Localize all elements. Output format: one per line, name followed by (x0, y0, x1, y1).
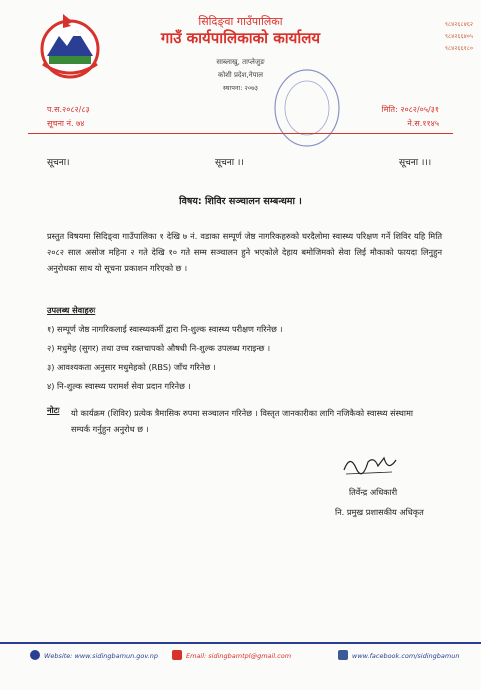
nepal-sambat: ने.स.११४५ (407, 119, 439, 128)
notice-number: सूचना नं. ७४ (47, 119, 85, 128)
municipality-name: सिदिङ्वा गाउँपालिका (198, 15, 283, 28)
notice-label-2: सूचना ।। (215, 158, 244, 168)
office-province: कोशी प्रदेश,नेपाल (217, 71, 264, 79)
signatory-name: तिर्वेन्द्र अधिकारी (349, 487, 398, 497)
notice-label-3: सूचना ।।। (399, 158, 432, 168)
service-item: १) सम्पूर्ण जेष्ठ नागरिकलाई स्वास्थ्यकर्मी द्वारा नि-शुल्क स्वास्थ्य परीक्षण गरिनेछ । (47, 324, 283, 334)
service-item: २) मधुमेह (सुगर) तथा उच्च रक्तचापको औषधी नि-शुल्क उपलब्ध गराइन्छ । (47, 343, 271, 353)
signatory-title: नि. प्रमुख प्रशासकीय अधिकृत (335, 507, 424, 517)
facebook-icon (338, 650, 348, 660)
subject: विषय: शिविर सञ्चालन सम्बन्धमा । (179, 196, 302, 207)
office-stamp (272, 66, 342, 150)
service-item: ४) नि-शुल्क स्वास्थ्य परामर्श सेवा प्रदान गरिनेछ । (47, 381, 191, 391)
body-paragraph: प्रस्तुत विषयमा सिदिङ्वा गाउँपालिका १ देखि ७ नं. वडाका सम्पूर्ण जेष्ठ नागरिकहरुको घरदैलोमा स्वास्थ्य परिक्षण गर्ने शिविर यहि मिति २०८२ साल असोज महिना २ गते देखि १० गते सम्म सञ्चालन हुने भएकोले देहाय बमोजिमको सेवा लिई मौकाको फायदा लिनुहुन अनुरोधका साथ यो सूचना प्रकाशन गरिएको छ । (47, 231, 442, 273)
footer-divider (0, 642, 481, 644)
services-heading: उपलब्ध सेवाहरुः (47, 305, 96, 315)
date: मिति: २०८२/०५/३१ (381, 105, 439, 114)
footer-facebook: www.facebook.com/sidingbamun (352, 652, 460, 660)
footer-email: Email: sidingbamtpl@gmail.com (186, 652, 292, 660)
globe-icon (30, 650, 40, 660)
note-label: नोटः (47, 405, 60, 415)
note-text: यो कार्यक्रम (शिविर) प्रत्येक त्रैमासिक रुपमा सञ्चालन गरिनेछ । विस्तृत जानकारीका लागि नजिकैको स्वास्थ्य संस्थामा सम्पर्क गर्नुहुन अनुरोध छ । (71, 408, 414, 434)
contact-line: ९८४२६६१८० (444, 45, 473, 52)
contact-line: ९८४२६८४६२ (444, 21, 473, 28)
notice-label-1: सूचना। (47, 158, 70, 168)
office-location: साब्लाखु, ताप्लेजुङ (216, 58, 265, 66)
mail-icon (172, 650, 182, 660)
ps-number: प.स.२०८२/८३ (47, 105, 90, 114)
signature (340, 450, 400, 478)
office-name: गाउँ कार्यपालिकाको कार्यालय (160, 29, 321, 47)
footer-website: Website: www.sidingbamun.gov.np (44, 652, 158, 660)
divider (28, 133, 453, 134)
office-established: स्थापना: २०७३ (223, 84, 258, 92)
contact-line: ९८४२६६४०५ (444, 33, 473, 40)
service-item: ३) आवश्यकता अनुसार मधुमेहको (RBS) जाँच गरिनेछ । (47, 362, 216, 372)
